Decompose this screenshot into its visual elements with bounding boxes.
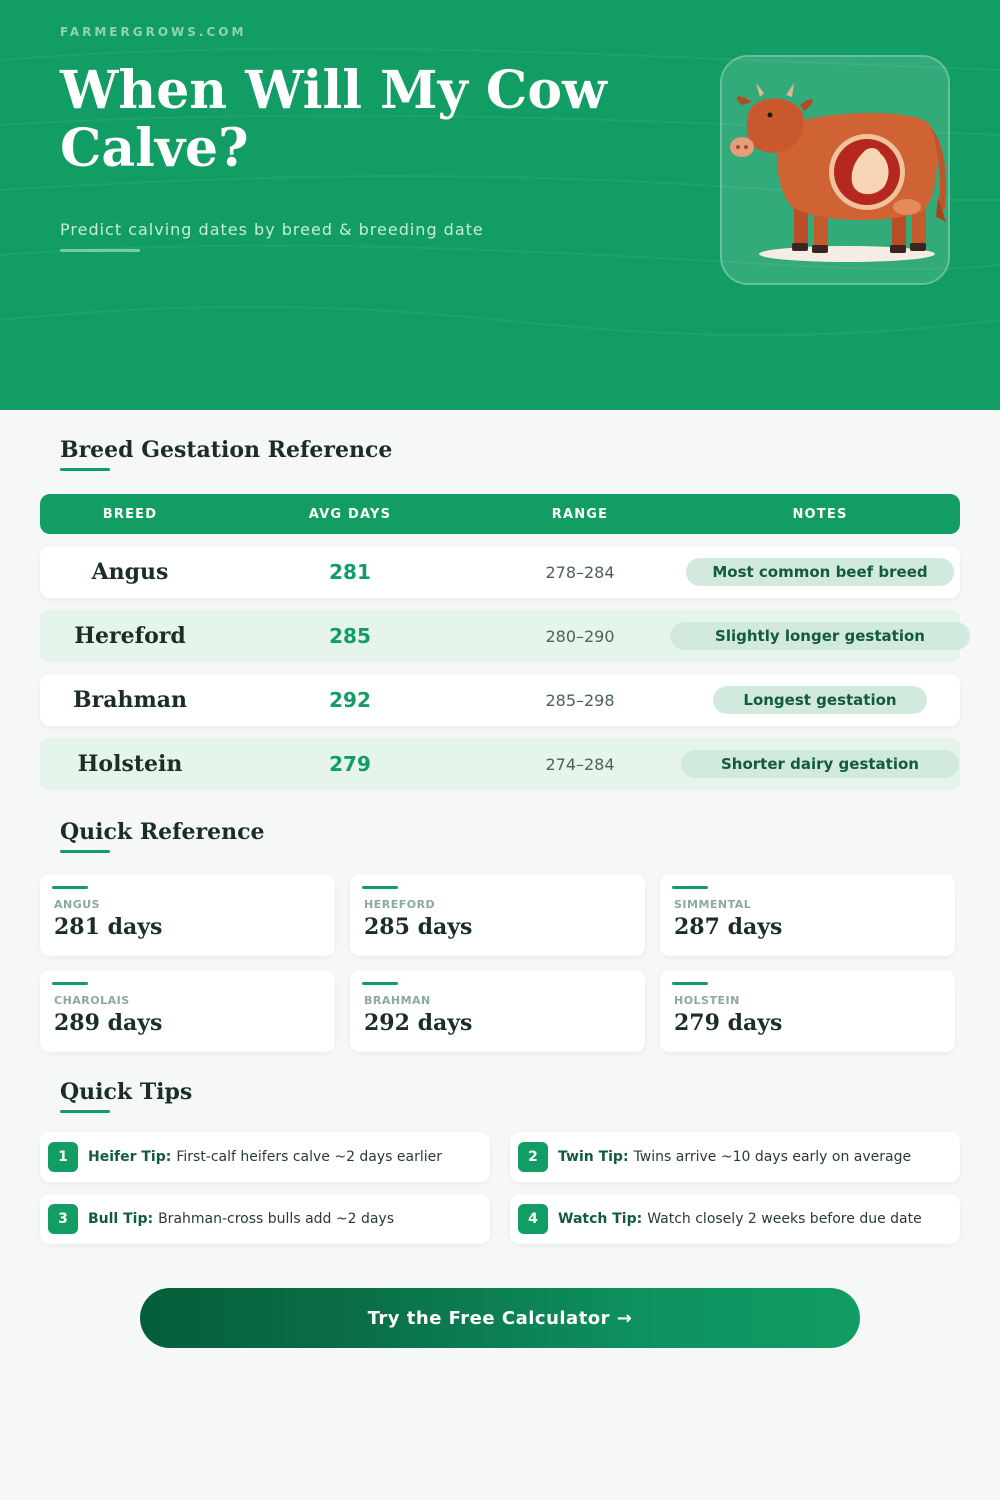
hero-banner [0,0,1000,410]
note-badge: Shorter dairy gestation [681,750,959,778]
tip-card [40,1132,490,1182]
range: 274–284 [545,754,615,774]
column-header-notes: NOTES [792,506,848,522]
card-label: HEREFORD [364,898,436,911]
page-title: When Will My Cow Calve? [60,60,607,179]
range: 285–298 [545,690,615,710]
card-value: 285 days [364,914,473,940]
table-row [40,546,960,598]
tip-number-badge: 2 [518,1142,548,1172]
brand-name: FARMERGROWS.COM [60,25,247,39]
section-title-quick-reference: Quick Reference [60,819,265,845]
section-underline [60,1110,110,1113]
reference-card [660,970,955,1052]
tip-text: First-calf heifers calve ~2 days earlier [176,1149,443,1165]
tip-card [40,1194,490,1244]
tip-label: Bull Tip: [88,1211,154,1227]
card-accent-bar [362,886,398,889]
breed-name: Brahman [73,687,187,713]
reference-card [350,874,645,956]
breed-name: Angus [91,559,169,585]
try-calculator-button[interactable]: Try the Free Calculator → [140,1288,860,1348]
card-accent-bar [672,982,708,985]
tip-text: Brahman-cross bulls add ~2 days [158,1211,394,1227]
pregnant-cow-icon [722,57,952,287]
section-underline [60,850,110,853]
card-label: SIMMENTAL [674,898,752,911]
breed-name: Holstein [77,751,183,777]
reference-card [40,874,335,956]
table-row [40,674,960,726]
reference-card [350,970,645,1052]
card-label: ANGUS [54,898,101,911]
card-label: BRAHMAN [364,994,431,1007]
tip-number-badge: 3 [48,1204,78,1234]
card-value: 287 days [674,914,783,940]
tip-text: Twins arrive ~10 days early on average [633,1149,912,1165]
tip-label: Heifer Tip: [88,1149,172,1165]
table-header [40,494,960,534]
avg-days: 285 [329,624,371,648]
card-accent-bar [672,886,708,889]
tip-card [510,1132,960,1182]
page-subtitle: Predict calving dates by breed & breeding date [60,220,484,239]
card-accent-bar [362,982,398,985]
section-title-tips: Quick Tips [60,1079,193,1105]
reference-card [660,874,955,956]
table-row [40,610,960,662]
note-badge: Longest gestation [713,686,926,714]
card-value: 292 days [364,1010,473,1036]
tip-number-badge: 1 [48,1142,78,1172]
note-badge: Most common beef breed [686,558,953,586]
range: 278–284 [545,562,615,582]
avg-days: 279 [329,752,371,776]
card-accent-bar [52,982,88,985]
tip-number-badge: 4 [518,1204,548,1234]
range: 280–290 [545,626,615,646]
card-label: HOLSTEIN [674,994,740,1007]
subtitle-underline [60,249,140,252]
card-accent-bar [52,886,88,889]
card-value: 279 days [674,1010,783,1036]
card-value: 281 days [54,914,163,940]
tip-text: Watch closely 2 weeks before due date [647,1211,922,1227]
tip-label: Watch Tip: [558,1211,643,1227]
section-underline [60,468,110,471]
column-header-breed: BREED [102,506,158,522]
tip-card [510,1194,960,1244]
tip-label: Twin Tip: [558,1149,629,1165]
avg-days: 281 [329,560,371,584]
column-header-avg-days: AVG DAYS [308,506,392,522]
avg-days: 292 [329,688,371,712]
section-title-gestation: Breed Gestation Reference [60,437,393,463]
reference-card [40,970,335,1052]
breed-name: Hereford [74,623,186,649]
note-badge: Slightly longer gestation [670,622,970,650]
hero-image-card [720,55,950,285]
card-value: 289 days [54,1010,163,1036]
table-row [40,738,960,790]
column-header-range: RANGE [551,506,609,522]
card-label: CHAROLAIS [54,994,130,1007]
